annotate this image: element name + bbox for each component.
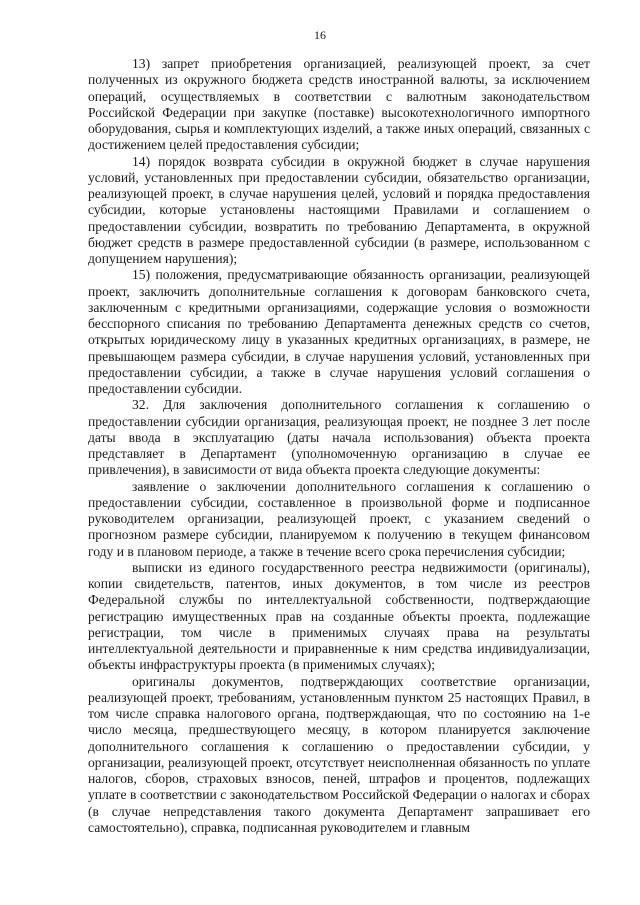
- paragraph-clause-32: 32. Для заключения дополнительного соглашения к соглашению о предоставлении субсидии организация, реализующая проект, не позднее 3 лет после даты ввода в эксплуатацию (даты начала использования) объекта проекта представляет в Департамент (уполномоченную организацию в случае ее привлечения), в зависимости от вида объекта проекта следующие документы:: [88, 397, 590, 478]
- document-body: [88, 56, 590, 836]
- paragraph-item-13: 13) запрет приобретения организацией, реализующей проект, за счет полученных из окружного бюджета средств иностранной валюты, за исключением операций, осуществляемых в соответствии с валютным законодательством Российской Федерации при закупке (поставке) высокотехнологичного импортного оборудования, сырья и комплектующих изделий, а также иных операций, связанных с достижением целей предоставления субсидии;: [88, 56, 590, 153]
- paragraph-registry-extracts: выписки из единого государственного реестра недвижимости (оригиналы), копии свидетельств, патентов, иных документов, в том числе из реестров Федеральной службы по интеллектуальной собственности, подтверждающие регистрацию имущественных прав на созданные объекты проекта, подлежащие регистрации, том числе в применимых случаях права на результаты интеллектуальной деятельности и приравненные к ним средства индивидуализации, объекты инфраструктуры проекта (в применимых случаях);: [88, 559, 590, 673]
- page-number: 16: [314, 28, 326, 42]
- paragraph-item-15: 15) положения, предусматривающие обязанность организации, реализующей проект, заключить дополнительные соглашения к договорам банковского счета, заключенным с кредитными организациями, содержащие условия о возможности бесспорного списания по требованию Департамента денежных средств со счетов, открытых юридическому лицу в указанных кредитных организациях, в размере, не превышающем размера субсидии, в случае нарушения условий, установленных при предоставлении субсидии, а также в случае нарушения условий соглашения о предоставлении субсидии.: [88, 267, 590, 396]
- paragraph-original-documents: оригиналы документов, подтверждающих соответствие организации, реализующей проект, требованиям, установленным пунктом 25 настоящих Правил, в том числе справка налогового органа, подтверждающая, что по состоянию на 1-е число месяца, предшествующего месяцу, в котором планируется заключение дополнительного соглашения к соглашению о предоставлении субсидии, у организации, реализующей проект, отсутствует неисполненная обязанность по уплате налогов, сборов, страховых взносов, пеней, штрафов и процентов, подлежащих уплате в соответствии с законодательством Российской Федерации о налогах и сборах (в случае непредставления такого документа Департамент запрашивает его самостоятельно), справка, подписанная руководителем и главным: [88, 673, 590, 835]
- paragraph-item-14: 14) порядок возврата субсидии в окружной бюджет в случае нарушения условий, установленных при предоставлении субсидии, обязательство организации, реализующей проект, в случае нарушения целей, условий и порядка предоставления субсидии, которые установлены настоящими Правилами и соглашением о предоставлении субсидии, возвратить по требованию Департамента, в окружной бюджет средств в размере предоставленной субсидии (в размере, использованном с допущением нарушения);: [88, 153, 590, 266]
- paragraph-application-statement: заявление о заключении дополнительного соглашения к соглашению о предоставлении субсидии, составленное в произвольной форме и подписанное руководителем организации, реализующей проект, с указанием сведений о прогнозном размере субсидии, планируемом к получению в текущем финансовом году и в плановом периоде, а также в течение всего срока перечисления субсидии;: [88, 478, 590, 559]
